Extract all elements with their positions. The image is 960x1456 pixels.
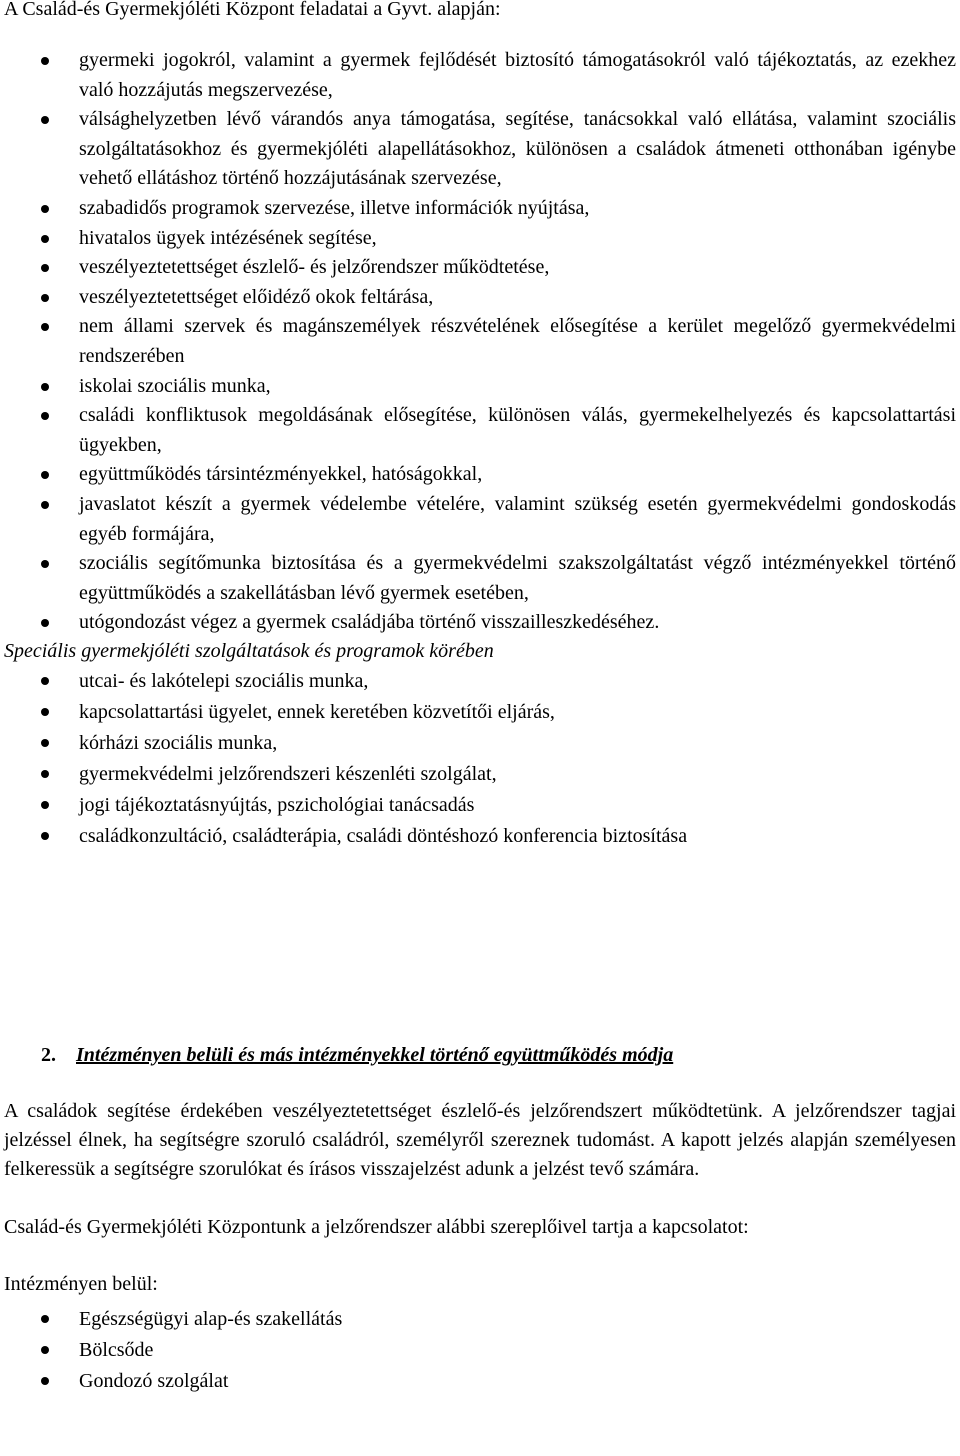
bullet-icon <box>41 412 49 420</box>
section-title: Intézményen belüli és más intézményekkel történő együttműködés módja <box>76 1043 674 1066</box>
bullet-icon <box>41 57 49 65</box>
bullet-icon <box>41 471 49 479</box>
list-item: veszélyeztetettséget észlelő- és jelzőrendszer működtetése, <box>4 253 956 283</box>
list-item: jogi tájékoztatásnyújtás, pszichológiai tanácsadás <box>4 790 956 821</box>
bullet-icon <box>41 832 49 840</box>
intro-text: A Család-és Gyermekjóléti Központ feladatai a Gyvt. alapján: <box>4 0 501 20</box>
bullet-icon <box>41 770 49 778</box>
list-item: utógondozást végez a gyermek családjába történő visszailleszkedéséhez. <box>4 608 956 638</box>
bullet-icon <box>41 1346 49 1354</box>
special-services-list <box>4 666 956 852</box>
bullet-icon <box>41 264 49 272</box>
list-item: válsághelyzetben lévő várandós anya támogatása, segítése, tanácsokkal való ellátása, valamint szociális szolgáltatásokhoz és gyermekjóléti alapellátásokhoz, különösen a családok átmeneti otthonában igénybe vehető ellátáshoz történő hozzájutásának szervezése, <box>4 105 956 194</box>
list-item: javaslatot készít a gyermek védelembe vételére, valamint szükség esetén gyermekvédelmi gondoskodás egyéb formájára, <box>4 490 956 549</box>
list-item: kapcsolattartási ügyelet, ennek keretében közvetítői eljárás, <box>4 697 956 728</box>
tasks-list <box>4 46 956 638</box>
paragraph-signal-system: A családok segítése érdekében veszélyeztetettséget észlelő-és jelzőrendszert működtetünk. A jelzőrendszer tagjai jelzéssel élnek, ha segítségre szoruló családról, személyről szereznek tudomást. A kapott jelzés alapján személyesen felkeressük a segítségre szorulókat és írásos visszajelzést adunk a jelzést tevő számára. <box>4 1099 956 1180</box>
bullet-icon <box>41 619 49 627</box>
list-item: veszélyeztetettséget előidéző okok feltárása, <box>4 283 956 313</box>
list-item: családi konfliktusok megoldásának elősegítése, különösen válás, gyermekelhelyezés és kapcsolattartási ügyekben, <box>4 401 956 460</box>
bullet-icon <box>41 708 49 716</box>
list-item: szociális segítőmunka biztosítása és a gyermekvédelmi szakszolgáltatást végző intézményekkel történő együttműködés a szakellátásban lévő gyermek esetében, <box>4 549 956 608</box>
list-item: iskolai szociális munka, <box>4 372 956 402</box>
section-number: 2. <box>41 1043 56 1066</box>
bullet-icon <box>41 501 49 509</box>
list-item: nem állami szervek és magánszemélyek részvételének elősegítése a kerület megelőző gyermekvédelmi rendszerében <box>4 312 956 371</box>
bullet-icon <box>41 1315 49 1323</box>
bullet-icon <box>41 1377 49 1385</box>
bullet-icon <box>41 739 49 747</box>
bullet-icon <box>41 801 49 809</box>
list-item: Gondozó szolgálat <box>4 1366 956 1397</box>
bullet-icon <box>41 294 49 302</box>
list-item: kórházi szociális munka, <box>4 728 956 759</box>
list-item: Bölcsőde <box>4 1335 956 1366</box>
list-item: hivatalos ügyek intézésének segítése, <box>4 224 956 254</box>
document-page <box>4 0 956 1397</box>
section-heading <box>4 1040 956 1070</box>
bullet-icon <box>41 560 49 568</box>
bullet-icon <box>41 116 49 124</box>
bullet-icon <box>41 677 49 685</box>
paragraph-partners: Család-és Gyermekjóléti Központunk a jelzőrendszer alábbi szereplőivel tartja a kapcsolatot: <box>4 1215 749 1238</box>
list-item: gyermekvédelmi jelzőrendszeri készenléti szolgálat, <box>4 759 956 790</box>
list-item: szabadidős programok szervezése, illetve információk nyújtása, <box>4 194 956 224</box>
bullet-icon <box>41 383 49 391</box>
bullet-icon <box>41 235 49 243</box>
bullet-icon <box>41 205 49 213</box>
internal-units-list <box>4 1304 956 1397</box>
special-services-heading: Speciális gyermekjóléti szolgáltatások és programok körében <box>4 639 494 662</box>
list-item: családkonzultáció, családterápia, családi döntéshozó konferencia biztosítása <box>4 821 956 852</box>
list-item: gyermeki jogokról, valamint a gyermek fejlődését biztosító támogatásokról való tájékoztatás, az ezekhez való hozzájutás megszervezése, <box>4 46 956 105</box>
list-item: utcai- és lakótelepi szociális munka, <box>4 666 956 697</box>
list-item: együttműködés társintézményekkel, hatóságokkal, <box>4 460 956 490</box>
list-item: Egészségügyi alap-és szakellátás <box>4 1304 956 1335</box>
bullet-icon <box>41 323 49 331</box>
internal-label: Intézményen belül: <box>4 1272 158 1295</box>
